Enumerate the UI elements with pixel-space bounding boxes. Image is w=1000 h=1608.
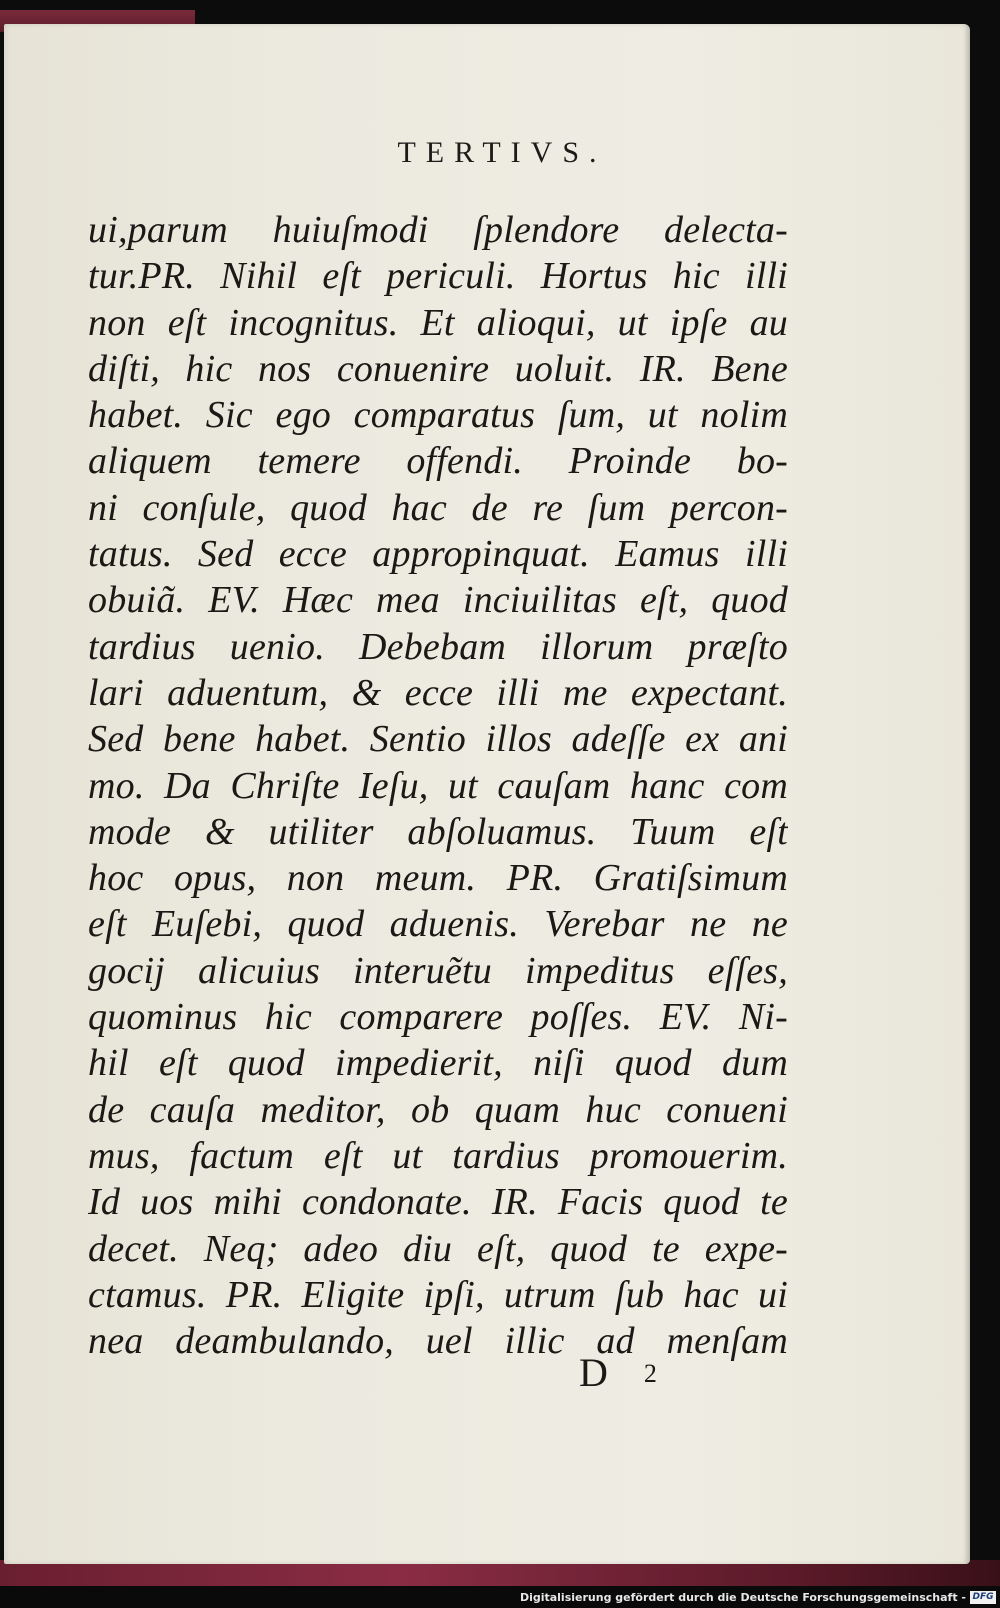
text-line: tatus. Sed ecce appropinquat. Eamus illi [88,533,788,576]
text-line: Sed bene habet. Sentio illos adeſſe ex ani [88,718,788,761]
text-line: tardius uenio. Debebam illorum præſto [88,625,788,668]
text-line: mus, factum eſt ut tardius promouerim. [88,1134,788,1177]
text-line: ctamus. PR. Eligite ipſi, utrum ſub hac ui [88,1273,788,1316]
text-line: diſti, hic nos conuenire uoluit. IR. Bene [88,347,788,390]
text-line: lari aduentum, & ecce illi me expectant. [88,671,788,714]
text-line: ni conſule, quod hac de re ſum percon- [88,486,788,529]
signature-number: 2 [643,1359,657,1388]
text-line: aliquem temere offendi. Proinde bo- [88,440,788,483]
dfg-logo-icon: DFG [970,1591,996,1604]
footer-bar [0,1586,1000,1608]
text-line: mo. Da Chriſte Ieſu, ut cauſam hanc com [88,764,788,807]
signature-letter: D [579,1350,608,1395]
text-line: gocij alicuius interuẽtu impeditus eſſes, [88,949,788,992]
text-line: eſt Euſebi, quod aduenis. Verebar ne ne [88,903,788,946]
text-line: obuiã. EV. Hæc mea inciuilitas eſt, quod [88,579,788,622]
signature-mark [579,1349,657,1396]
text-line: habet. Sic ego comparatus ſum, ut nolim [88,394,788,437]
text-line: quominus hic comparere poſſes. EV. Ni- [88,996,788,1039]
book-page [4,24,970,1564]
text-line: hil eſt quod impedierit, niſi quod dum [88,1042,788,1085]
running-head: TERTIVS. [397,136,607,169]
text-line: nea deambulando, uel illic ad menſam [88,1320,788,1363]
funding-credit: Digitalisierung gefördert durch die Deutsche Forschungsgemeinschaft - [519,1591,966,1604]
text-line: de cauſa meditor, ob quam huc conueni [88,1088,788,1131]
page-edge-shadow [964,24,970,1564]
text-line: tur.PR. Nihil eſt periculi. Hortus hic illi [88,255,788,298]
text-line: Id uos mihi condonate. IR. Facis quod te [88,1181,788,1224]
text-line: non eſt incognitus. Et alioqui, ut ipſe au [88,301,788,344]
text-line: hoc opus, non meum. PR. Gratiſsimum [88,857,788,900]
text-line: decet. Neq; adeo diu eſt, quod te expe- [88,1227,788,1270]
body-text [88,207,788,1364]
text-line: mode & utiliter abſoluamus. Tuum eſt [88,810,788,853]
text-line: ui,parum huiuſmodi ſplendore delecta- [88,209,788,251]
